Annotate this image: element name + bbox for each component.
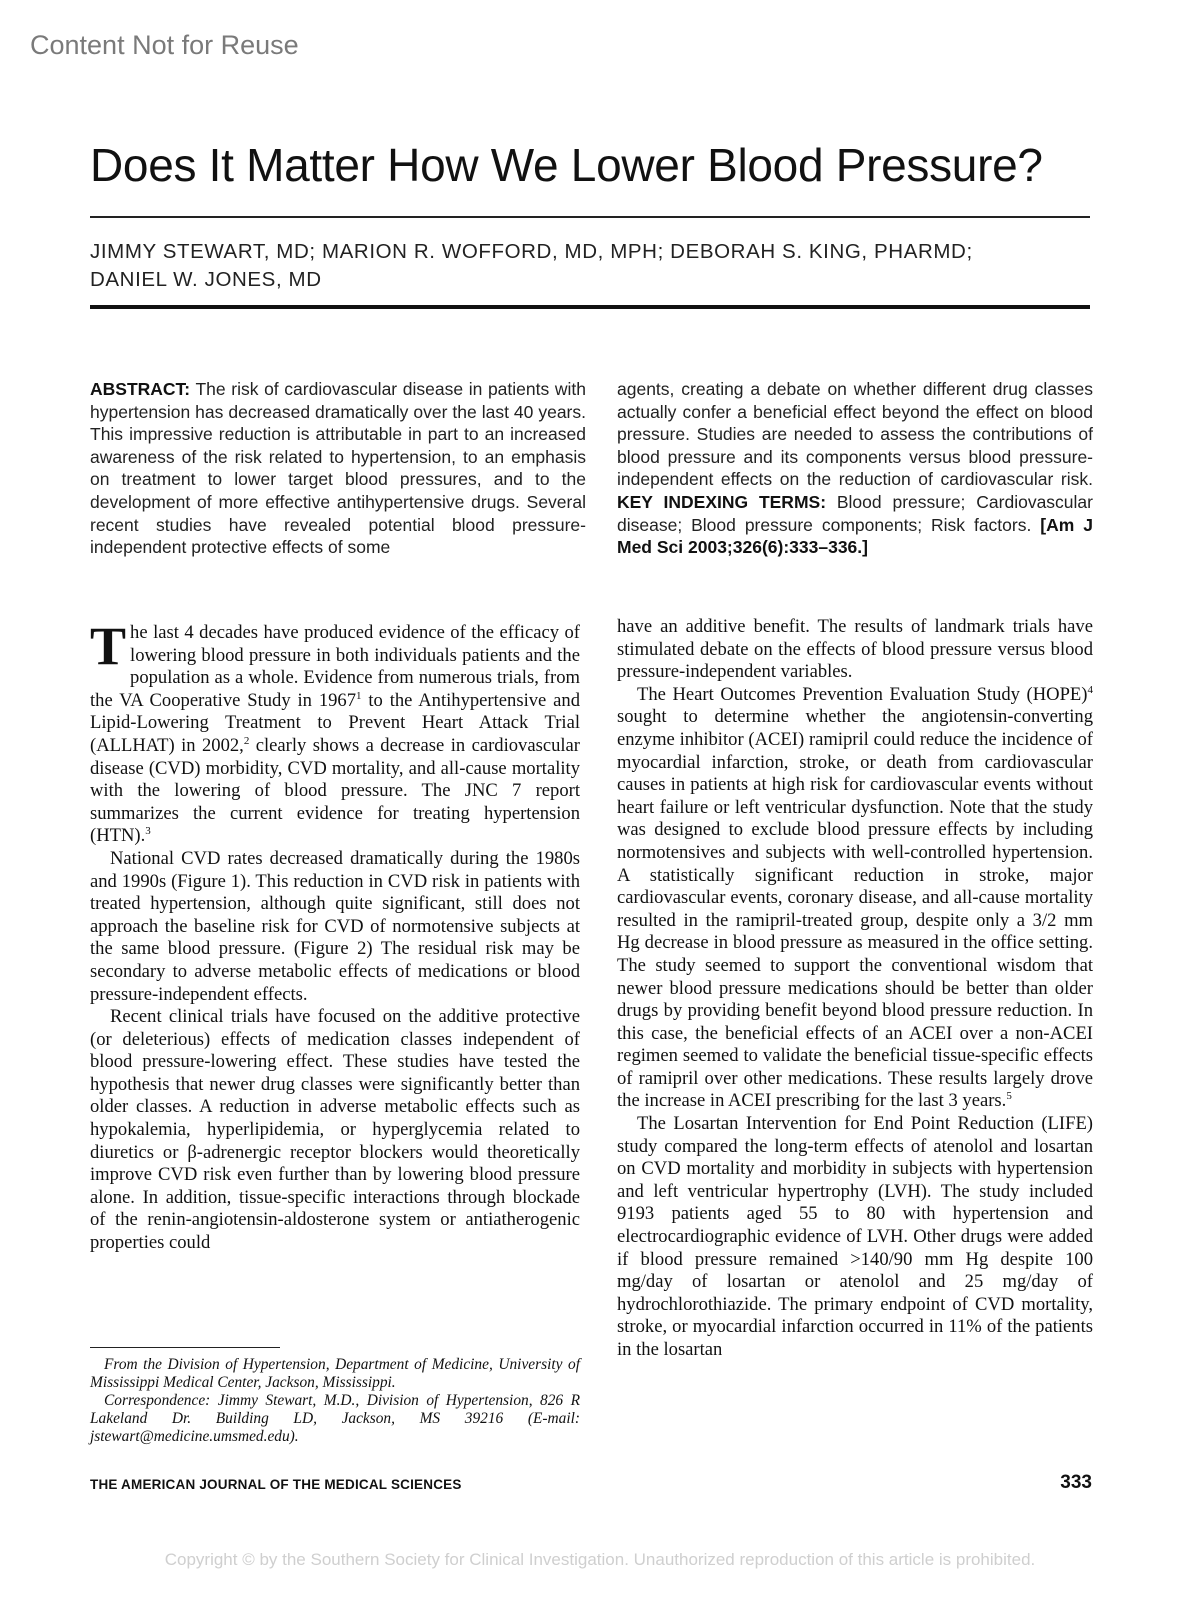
paragraph: The Losartan Intervention for End Point Reduction (LIFE) study compared the long-term effects of atenolol and losartan on CVD mortality and morbidity in subjects with hypertension and left ventricular hypertrophy (LVH). The study included 9193 patients aged 55 to 80 with hypertension and electrocardiographic evidence of LVH. Other drugs were added if blood pressure remained >140/90 mm Hg despite 100 mg/day of losartan or atenolol and 25 mg/day of hydrochlorothiazide. The primary endpoint of CVD mortality, stroke, or myocardial infarction occurred in 11% of the patients in the losartan bbox=[617, 1113, 1093, 1360]
paragraph bbox=[617, 684, 1093, 1113]
abstract-label: ABSTRACT: bbox=[90, 379, 191, 399]
body-left-column bbox=[90, 616, 580, 1255]
abstract-right-column bbox=[617, 378, 1093, 559]
page-number: 333 bbox=[1060, 1472, 1092, 1493]
footnote-rule bbox=[90, 1347, 280, 1348]
title-rule bbox=[90, 216, 1090, 218]
authors-line-1: JIMMY STEWART, MD; MARION R. WOFFORD, MD, MPH; DEBORAH S. KING, PHARMD; bbox=[90, 240, 973, 263]
reference-mark: 1 bbox=[356, 689, 362, 702]
reference-mark: 4 bbox=[1087, 683, 1093, 696]
paragraph bbox=[90, 616, 580, 848]
header-rule bbox=[90, 305, 1090, 309]
article-title: Does It Matter How We Lower Blood Pressure? bbox=[90, 139, 1043, 191]
author-list bbox=[90, 238, 1090, 294]
key-indexing-label: KEY INDEXING TERMS: bbox=[617, 491, 827, 512]
authors-line-2: DANIEL W. JONES, MD bbox=[90, 268, 322, 291]
copyright-notice: Copyright © by the Southern Society for Clinical Investigation. Unauthorized reproduction of this article is prohibited. bbox=[164, 1550, 1036, 1569]
reference-mark: 2 bbox=[243, 734, 250, 747]
footnote-correspondence: Correspondence: Jimmy Stewart, M.D., Division of Hypertension, 826 R Lakeland Dr. Building LD, Jackson, MS 39216 (E-mail: jstewart@medicine.umsmed.edu). bbox=[90, 1392, 580, 1445]
drop-cap: T bbox=[90, 616, 127, 676]
reference-mark: 3 bbox=[145, 825, 151, 838]
paragraph-text: to the Antihypertensive and Lipid-Lowering Treatment to Prevent Heart Attack Trial (ALLHAT) in 2002, bbox=[90, 689, 580, 756]
paragraph: Recent clinical trials have focused on the additive protective (or deleterious) effects of medication classes independent of blood pressure-lowering effect. These studies have tested the hypothesis that newer drug classes were significantly better than older classes. A reduction in adverse metabolic effects such as hypokalemia, hyperlipidemia, or hyperglycemia related to diuretics or β-adrenergic receptor blockers would theoretically improve CVD risk even further than by lowering blood pressure alone. In addition, tissue-specific interactions through blockade of the renin-angiotensin-aldosterone system or antiatherogenic properties could bbox=[90, 1006, 580, 1254]
abstract-left-column bbox=[90, 378, 586, 559]
paragraph-text: sought to determine whether the angiotensin-converting enzyme inhibitor (ACEI) ramipril could reduce the incidence of myocardial infarction, stroke, or death from cardiovascular causes in patients at high risk for cardiovascular events without heart failure or left ventricular dysfunction. Note that the study was designed to exclude blood pressure effects by including normotensives and subjects with well-controlled hypertension. A statistically significant reduction in stroke, major cardiovascular events, coronary disease, and all-cause mortality resulted in the ramipril-treated group, despite only a 3/2 mm Hg decrease in blood pressure as measured in the office setting. The study seemed to support the conventional wisdom that newer blood pressure medications should be better than older drugs by providing benefit beyond blood pressure reduction. In this case, the beneficial effects of an ACEI over a non-ACEI regimen seemed to validate the beneficial tissue-specific effects of ramipril over other medications. These results largely drove the increase in ACEI prescribing for the last 3 years. bbox=[617, 706, 1093, 1112]
footnote-affiliation: From the Division of Hypertension, Department of Medicine, University of Mississippi Medical Center, Jackson, Mississippi. bbox=[90, 1356, 580, 1391]
body-right-column bbox=[617, 616, 1093, 1362]
paragraph: National CVD rates decreased dramatically during the 1980s and 1990s (Figure 1). This reduction in CVD risk in patients with treated hypertension, although quite significant, still does not approach the baseline risk for CVD of normotensive subjects at the same blood pressure. (Figure 2) The residual risk may be secondary to adverse metabolic effects of medications or blood pressure-independent effects. bbox=[90, 847, 580, 1005]
key-indexing-terms: Blood pressure; Cardiovascular disease; Blood pressure components; Risk factors. bbox=[617, 491, 1093, 535]
affiliation-footnote bbox=[90, 1356, 580, 1446]
paragraph: have an additive benefit. The results of landmark trials have stimulated debate on the effects of blood pressure versus blood pressure-independent variables. bbox=[617, 616, 1093, 683]
paragraph-text: The Heart Outcomes Prevention Evaluation Study (HOPE) bbox=[637, 683, 1088, 705]
abstract-text-right: agents, creating a debate on whether different drug classes actually confer a beneficial effect beyond the effect on blood pressure. Studies are needed to assess the contributions of blood pressure and its components versus blood pressure-independent effects on the reduction of cardiovascular risk. bbox=[617, 379, 1093, 490]
citation: [Am J Med Sci 2003;326(6):333–336.] bbox=[617, 514, 1093, 558]
paragraph-text: he last 4 decades have produced evidence of the efficacy of lowering blood pressure in both individuals patients and the population as a whole. Evidence from numerous trials, from the VA Cooperative Study in 1967 bbox=[90, 622, 580, 711]
journal-name: THE AMERICAN JOURNAL OF THE MEDICAL SCIENCES bbox=[90, 1477, 462, 1492]
watermark-top: Content Not for Reuse bbox=[30, 30, 299, 60]
reference-mark: 5 bbox=[1006, 1090, 1012, 1103]
paragraph-text: clearly shows a decrease in cardiovascular disease (CVD) morbidity, CVD mortality, and all-cause mortality with the lowering of blood pressure. The JNC 7 report summarizes the current evidence for treating hypertension (HTN). bbox=[90, 734, 580, 847]
abstract-text-left: The risk of cardiovascular disease in patients with hypertension has decreased dramatically over the last 40 years. This impressive reduction is attributable in part to an increased awareness of the risk related to hypertension, to an emphasis on treatment to lower target blood pressures, and to the development of more effective antihypertensive drugs. Several recent studies have revealed potential blood pressure-independent protective effects of some bbox=[90, 379, 586, 558]
